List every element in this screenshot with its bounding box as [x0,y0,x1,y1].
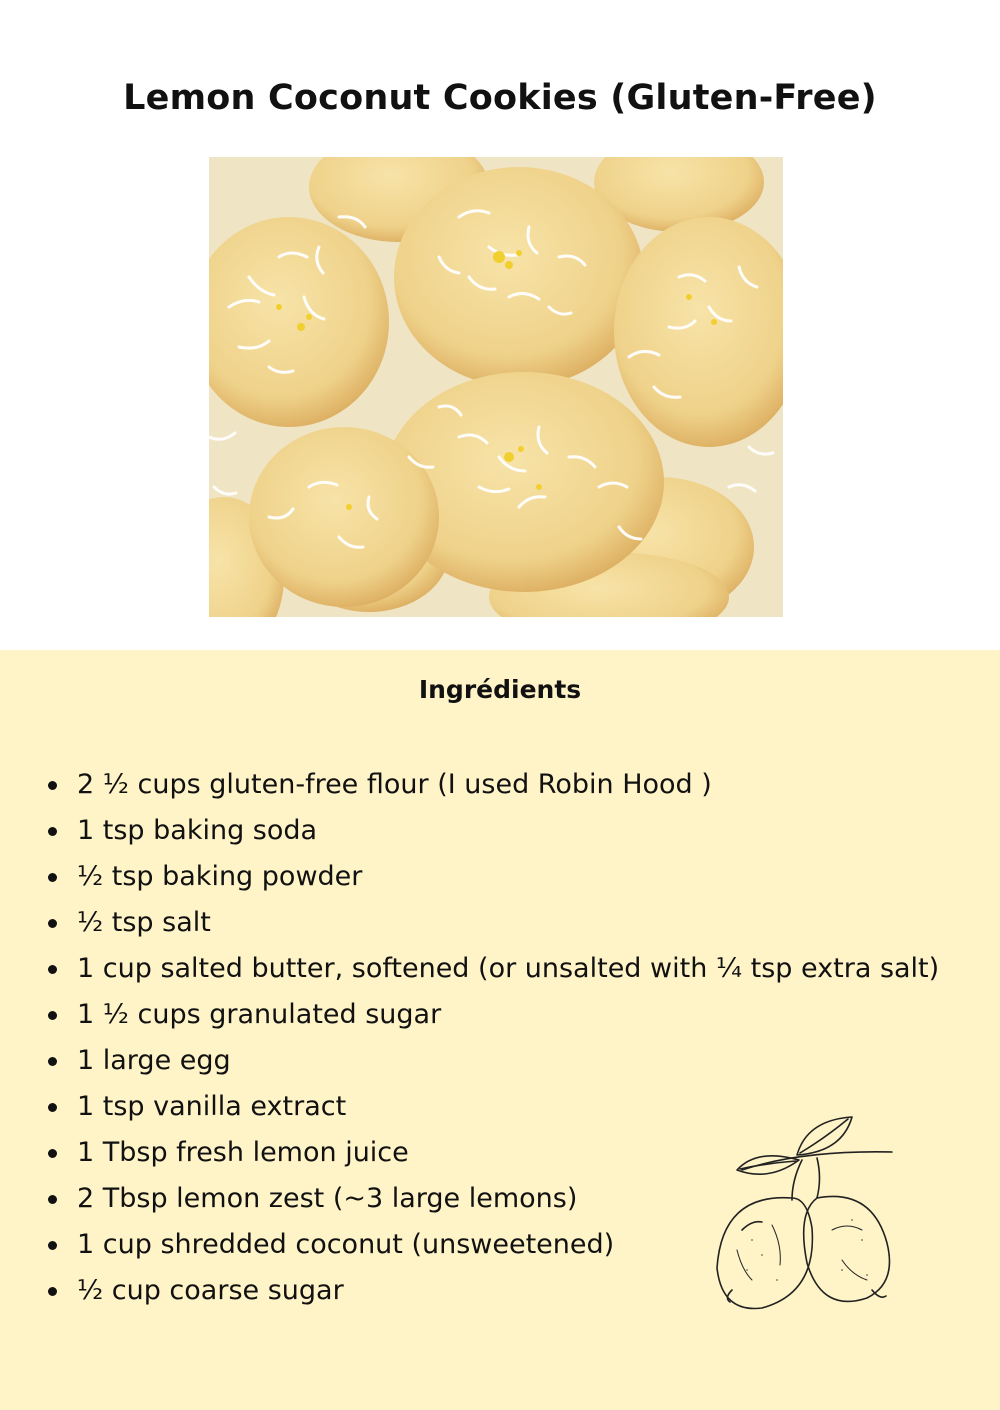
cookies-photo [209,157,783,617]
ingredient-item: 1 tsp baking soda [40,808,980,854]
ingredient-item: 2 ½ cups gluten-free flour (I used Robin Hood ) [40,762,980,808]
ingredient-item: ½ cup coarse sugar [40,1268,980,1314]
lemon-sketch-icon [712,1110,902,1314]
ingredient-item: ½ tsp baking powder [40,854,980,900]
ingredient-item: 1 cup salted butter, softened (or unsalted with ¼ tsp extra salt) [40,946,980,992]
ingredients-section [0,650,1000,1410]
ingredient-item: 2 Tbsp lemon zest (~3 large lemons) [40,1176,980,1222]
ingredient-item: 1 cup shredded coconut (unsweetened) [40,1222,980,1268]
ingredient-item: 1 ½ cups granulated sugar [40,992,980,1038]
ingredients-heading: Ingrédients [418,675,582,704]
ingredient-item: 1 large egg [40,1038,980,1084]
recipe-title: Lemon Coconut Cookies (Gluten-Free) [123,78,877,118]
ingredient-item: ½ tsp salt [40,900,980,946]
ingredient-item: 1 tsp vanilla extract [40,1084,980,1130]
ingredient-item: 1 Tbsp fresh lemon juice [40,1130,980,1176]
